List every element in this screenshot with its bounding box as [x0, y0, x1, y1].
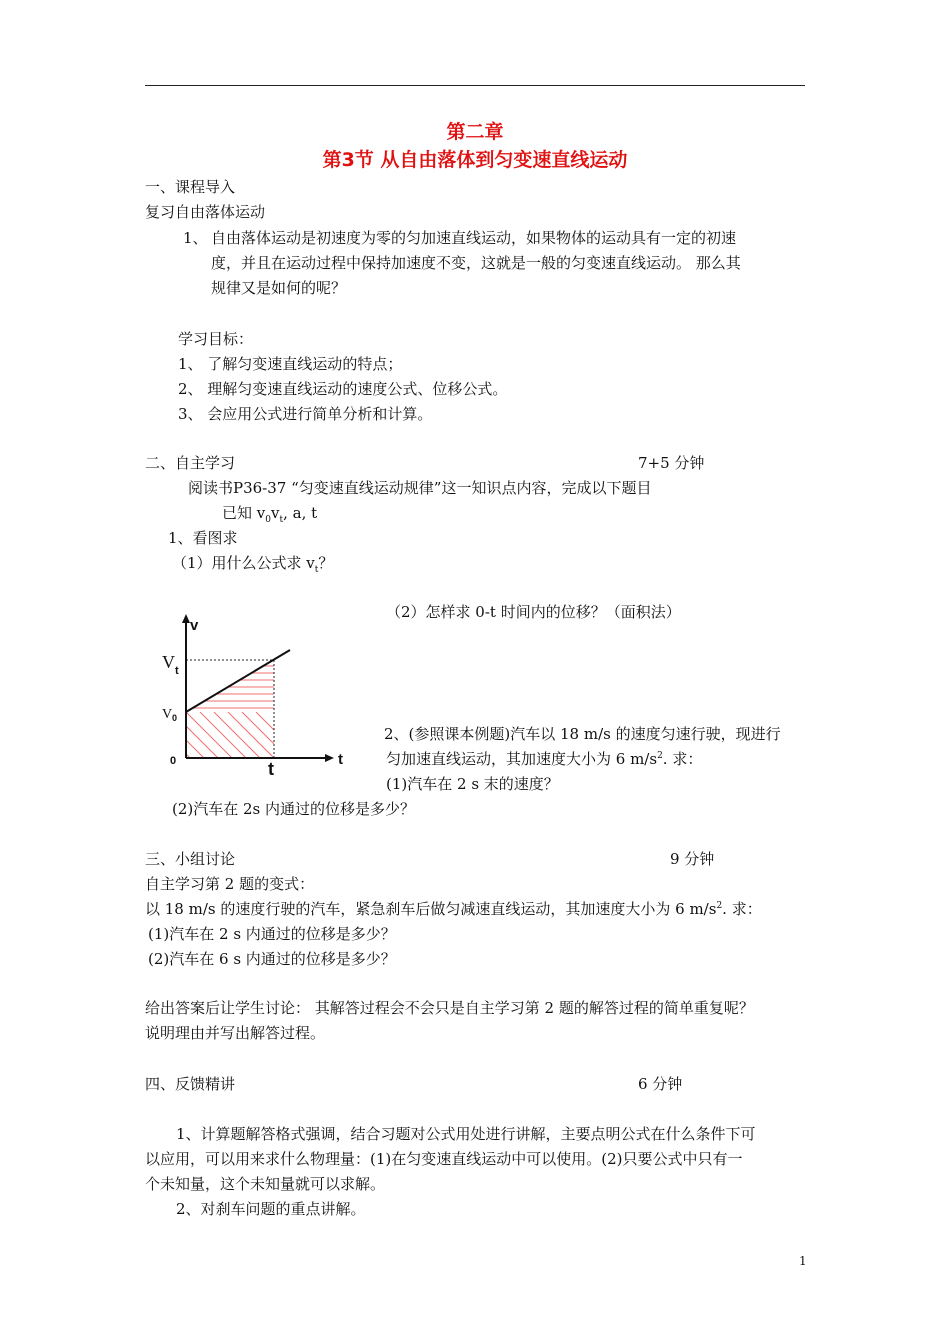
question2b: (2)汽车在 2s 内通过的位移是多少？: [172, 800, 416, 818]
part2-time: 7+5 分钟: [638, 454, 705, 472]
part4-heading: 四、反馈精讲: [145, 1075, 236, 1093]
page-number: 1: [799, 1254, 807, 1268]
vt-label: V: [162, 652, 175, 672]
part4-time: 6 分钟: [638, 1075, 683, 1093]
part3-discussion-line2: 说明理由并写出解答过程。: [145, 1024, 326, 1042]
part2-heading: 二、自主学习: [145, 454, 236, 472]
part4-point1-line2: 以应用，可以用来求什么物理量：(1)在匀变速直线运动中可以使用。(2)只要公式中只有一: [145, 1150, 743, 1168]
part1-subheading: 复习自由落体运动: [145, 203, 266, 221]
rectangle-area-hatch: [160, 712, 302, 758]
part1-item1-number: 1、: [183, 229, 208, 247]
question2-line2: 匀加速直线运动，其加速度大小为 6 $m/s^2$. 求：: [386, 750, 703, 768]
y-axis-arrow: [182, 614, 190, 623]
part3-question-b: (2)汽车在 6 s 内通过的位移是多少？: [148, 950, 396, 968]
question2a: (1)汽车在 2 s 末的速度？: [386, 775, 559, 793]
x-axis-label: t: [338, 751, 343, 768]
learning-goals-label: 学习目标：: [178, 330, 254, 348]
part3-discussion-line1: 给出答案后让学生讨论： 其解答过程会不会只是自主学习第 2 题的解答过程的简单重复呢？: [145, 999, 754, 1017]
part3-time: 9 分钟: [670, 850, 715, 868]
part4-point1-line1: 1、计算题解答格式强调，结合习题对公式用处进行讲解，主要点明公式在什么条件下可: [176, 1125, 756, 1143]
origin-label: 0: [170, 755, 177, 767]
question1a: （1）用什么公式求 $v_t$？: [172, 554, 334, 575]
part2-known-variables: 已知 $v_0v_t$, a, t: [222, 504, 318, 525]
part3-heading: 三、小组讨论: [145, 850, 236, 868]
part3-variant-label: 自主学习第 2 题的变式：: [145, 875, 315, 893]
question1b: （2）怎样求 0-t 时间内的位移？（面积法）: [386, 603, 681, 621]
part4-point1-line3: 个未知量，这个未知量就可以求解。: [145, 1175, 386, 1193]
vt-label-subscript: t: [175, 665, 179, 677]
part1-heading: 一、课程导入: [145, 178, 236, 196]
x-axis-arrow: [325, 754, 334, 762]
section-title: 第3节 从自由落体到匀变速直线运动: [322, 149, 628, 171]
part4-point2: 2、对刹车问题的重点讲解。: [176, 1200, 366, 1218]
part1-item1-line2: 度，并且在运动过程中保持加速度不变，这就是一般的匀变速直线运动。 那么其: [211, 254, 741, 272]
header-rule: [145, 85, 805, 86]
learning-goal-2: 2、 理解匀变速直线运动的速度公式、位移公式。: [178, 380, 508, 398]
part1-item1-line1: 自由落体运动是初速度为零的匀加速直线运动，如果物体的运动具有一定的初速: [211, 229, 737, 247]
part3-problem: 以 18 m/s 的速度行驶的汽车，紧急刹车后做匀减速直线运动，其加速度大小为 6 $m/s^2$. 求：: [145, 900, 762, 918]
chapter-title: 第二章: [446, 121, 504, 143]
learning-goal-1: 1、 了解匀变速直线运动的特点；: [178, 355, 403, 373]
y-axis-label: v: [190, 617, 199, 634]
part2-reading-instruction: 阅读书P36-37 “匀变速直线运动规律”这一知识点内容，完成以下题目: [188, 479, 652, 497]
part3-question-a: (1)汽车在 2 s 内通过的位移是多少？: [148, 925, 396, 943]
learning-goal-3: 3、 会应用公式进行简单分析和计算。: [178, 405, 433, 423]
velocity-time-graph: [160, 612, 350, 777]
v0-label-subscript: 0: [172, 713, 178, 723]
t-tick-label: t: [268, 759, 274, 777]
part1-item1-line3: 规律又是如何的呢？: [211, 279, 347, 297]
v0-label: V: [162, 707, 173, 722]
velocity-time-graph-svg: [160, 612, 350, 777]
question1-heading: 1、看图求: [168, 529, 238, 547]
triangle-area-hatch: [186, 666, 274, 708]
question2-line1: 2、(参照课本例题)汽车以 18 m/s 的速度匀速行驶，现进行: [384, 725, 781, 743]
